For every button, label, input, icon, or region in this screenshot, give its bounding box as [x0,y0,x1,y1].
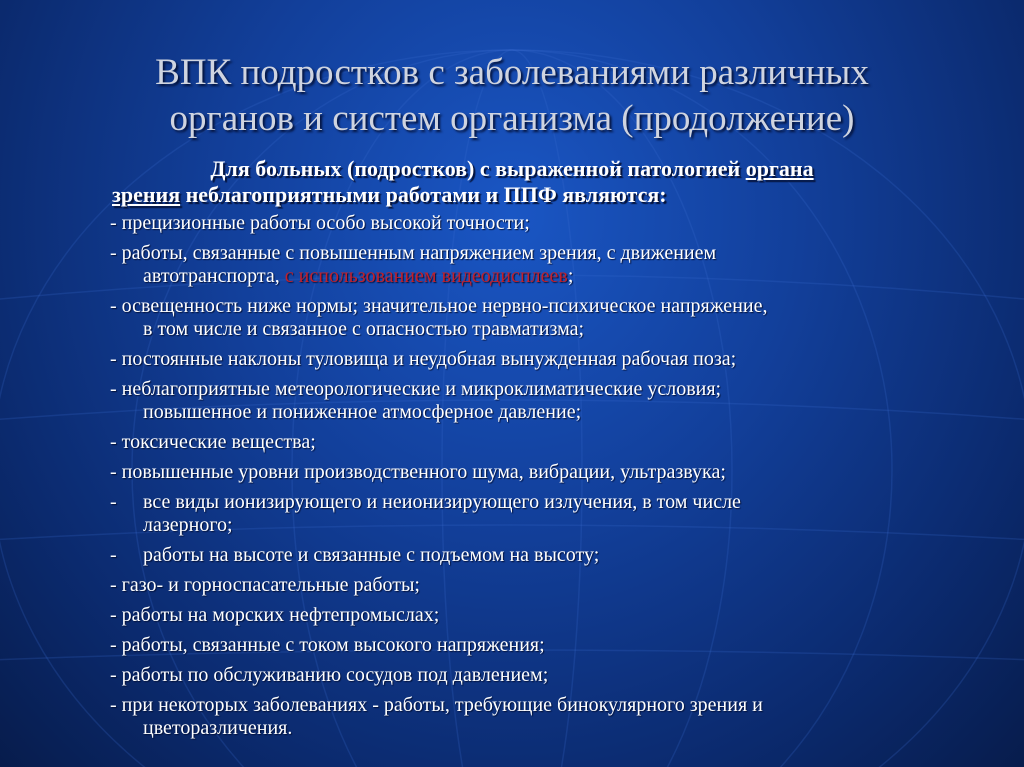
list-item-continuation: в том числе и связанное с опасностью травматизма; [143,318,585,340]
lead-paragraph [112,156,912,208]
list-item-continuation [110,265,990,288]
list-item [110,461,990,484]
list-item-text: - при некоторых заболеваниях - работы, требующие бинокулярного зрения и [110,694,763,716]
list-item [110,431,990,454]
slide-title [0,50,1024,142]
bullet-list [110,212,990,747]
list-item-continuation: цветоразличения. [143,717,293,739]
title-line-1: ВПК подростков с заболеваниями различных [155,52,869,93]
list-item [110,664,990,687]
list-item [110,348,990,371]
continuation-text: автотранспорта, [143,265,285,287]
list-item [110,378,990,424]
list-item-text: - токсические вещества; [110,431,316,453]
list-item [110,544,990,567]
list-item-text: - повышенные уровни производственного шума, вибрации, ультразвука; [110,461,726,483]
list-item [110,212,990,235]
lead-underlined-organ: органа [745,156,814,181]
list-item-text: - неблагоприятные метеорологические и микроклиматические условия; [110,378,722,400]
list-item-continuation: лазерного; [143,514,233,536]
lead-text-2: неблагоприятными работами и ППФ являются: [180,182,667,207]
lead-line-1 [112,156,912,182]
list-item-text [110,544,990,567]
list-item-text: - работы, связанные с током высокого напряжения; [110,634,545,656]
list-item [110,491,990,537]
continuation-punctuation: ; [567,265,574,287]
highlighted-text: с использованием видеодисплеев [284,265,568,287]
list-item-text: - постоянные наклоны туловища и неудобная вынужденная рабочая поза; [110,348,737,370]
list-item [110,242,990,288]
list-item [110,295,990,341]
list-item-text: - работы по обслуживанию сосудов под давлением; [110,664,549,686]
list-item-text: - прецизионные работы особо высокой точности; [110,212,530,234]
list-item-continuation: повышенное и пониженное атмосферное давление; [143,401,582,423]
list-item [110,634,990,657]
list-item [110,574,990,597]
lead-line-2 [112,182,912,208]
list-item-text: - освещенность ниже нормы; значительное нервно-психическое напряжение, [110,295,768,317]
lead-underlined-vision: зрения [112,182,181,207]
list-item-text: - работы на морских нефтепромыслах; [110,604,440,626]
list-item-dash: - [110,491,117,513]
list-item-line: работы на высоте и связанные с подъемом на высоту; [143,544,600,566]
list-item-dash: - [110,544,117,566]
list-item [110,694,990,740]
title-line-2: органов и систем организма (продолжение) [169,98,855,139]
list-item-text: - газо- и горноспасательные работы; [110,574,420,596]
list-item-text: - работы, связанные с повышенным напряжением зрения, с движением [110,242,717,264]
list-item [110,604,990,627]
lead-text-1: Для больных (подростков) с выраженной патологией [210,156,746,181]
list-item-text [110,491,990,514]
list-item-line: все виды ионизирующего и неионизирующего излучения, в том числе [143,491,741,513]
